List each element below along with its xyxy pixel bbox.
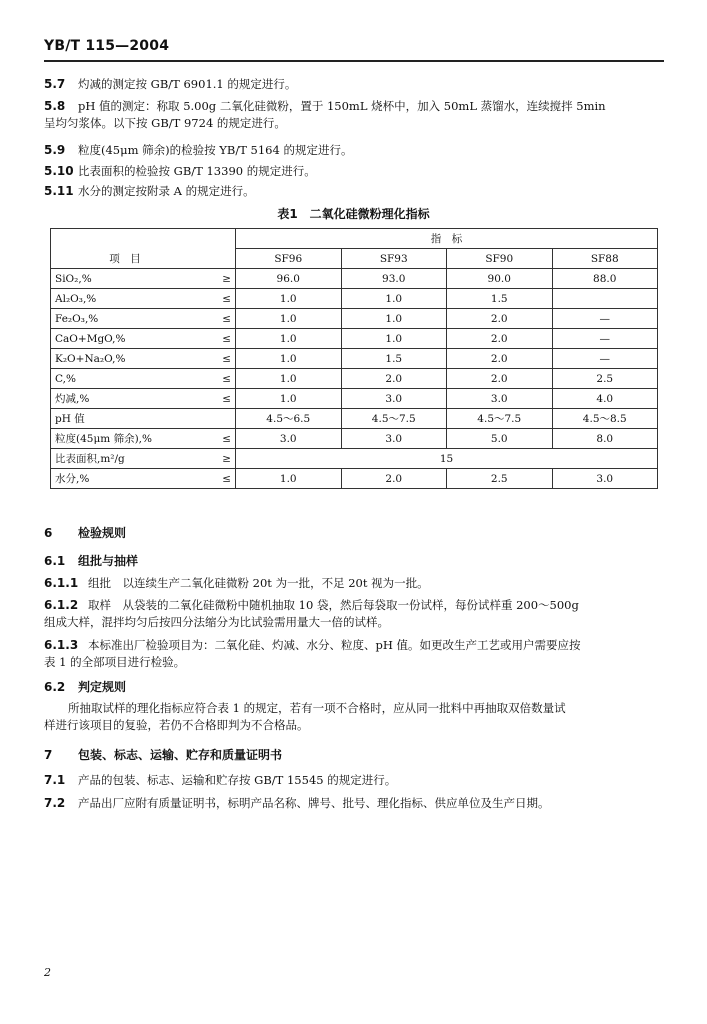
clause-text: 粒度(45μm 筛余)的检验按 YB/T 5164 的规定进行。: [78, 143, 353, 157]
spec-table: [50, 228, 658, 489]
table-cell: 1.5: [341, 349, 447, 369]
clause-5-9: [44, 142, 656, 159]
section-title: 检验规则: [78, 526, 127, 540]
row-item: C,%: [51, 369, 200, 389]
clause-number: 5.10: [44, 164, 74, 178]
table-row: [51, 369, 658, 389]
row-symbol: ≤: [199, 309, 236, 329]
table-cell: 2.5: [552, 369, 658, 389]
table-row: [51, 349, 658, 369]
header-blank: [199, 229, 236, 249]
row-symbol: [199, 409, 236, 429]
section-title: 组批与抽样: [78, 554, 139, 568]
table-cell: 1.0: [341, 329, 447, 349]
clause-text: 组批 以连续生产二氧化硅微粉 20t 为一批，不足 20t 视为一批。: [88, 576, 429, 590]
section-6-heading: [44, 524, 126, 541]
table-cell: 3.0: [341, 429, 447, 449]
grade-column-header: SF93: [341, 249, 447, 269]
table-cell: [552, 289, 658, 309]
page-number: 2: [44, 966, 51, 979]
table-cell: 1.0: [236, 369, 342, 389]
item-column-header: 项 目: [51, 249, 200, 269]
table-cell: 4.5～8.5: [552, 409, 658, 429]
row-item: SiO₂,%: [51, 269, 200, 289]
row-item: 比表面积,m²/g: [51, 449, 200, 469]
row-symbol: ≤: [199, 329, 236, 349]
table-cell: 88.0: [552, 269, 658, 289]
table-cell: 1.0: [341, 309, 447, 329]
clause-continuation: 组成大样，混拌均匀后按四分法缩分为比试验需用量大一倍的试样。: [44, 615, 389, 629]
clause-text: pH 值的测定：称取 5.00g 二氧化硅微粉，置于 150mL 烧杯中，加入 50mL 蒸馏水，连续搅拌 5min: [78, 99, 606, 113]
table-row: [51, 449, 658, 469]
clause-continuation: 样进行该项目的复验，若仍不合格即判为不合格品。: [44, 718, 309, 732]
table-cell: 4.5～7.5: [447, 409, 553, 429]
table-row: [51, 389, 658, 409]
table-cell: 2.0: [341, 469, 447, 489]
clause-continuation: 表 1 的全部项目进行检验。: [44, 655, 186, 669]
table-row: [51, 429, 658, 449]
row-symbol: ≤: [199, 349, 236, 369]
clause-number: 6.1.3: [44, 638, 79, 652]
merged-cell: 15: [236, 449, 658, 469]
table-cell: 2.5: [447, 469, 553, 489]
row-item: 灼减,%: [51, 389, 200, 409]
clause-6-1-3: [44, 637, 656, 671]
table-cell: 3.0: [341, 389, 447, 409]
row-symbol: ≤: [199, 469, 236, 489]
header-blank: [199, 249, 236, 269]
row-symbol: ≥: [199, 269, 236, 289]
table-cell: 1.5: [447, 289, 553, 309]
clause-number: 7.2: [44, 796, 66, 810]
row-item: CaO+MgO,%: [51, 329, 200, 349]
table-cell: —: [552, 329, 658, 349]
table-cell: 1.0: [236, 309, 342, 329]
table-row: [51, 409, 658, 429]
table-cell: 3.0: [552, 469, 658, 489]
table-cell: 4.5～7.5: [341, 409, 447, 429]
clause-number: 5.7: [44, 77, 66, 91]
table-cell: 3.0: [447, 389, 553, 409]
clause-text: 所抽取试样的理化指标应符合表 1 的规定，若有一项不合格时，应从同一批料中再抽取双倍数量试: [68, 701, 566, 715]
clause-number: 5.11: [44, 184, 74, 198]
row-item: 水分,%: [51, 469, 200, 489]
table-caption: 表1 二氧化硅微粉理化指标: [277, 207, 430, 221]
table-cell: 1.0: [236, 349, 342, 369]
table-cell: 5.0: [447, 429, 553, 449]
clause-5-11: [44, 183, 656, 200]
table-cell: 96.0: [236, 269, 342, 289]
clause-number: 6.1.2: [44, 598, 79, 612]
row-symbol: ≥: [199, 449, 236, 469]
section-number: 7: [44, 748, 53, 762]
clause-6-1-2: [44, 597, 656, 631]
clause-text: 产品的包装、标志、运输和贮存按 GB/T 15545 的规定进行。: [78, 773, 397, 787]
table-cell: 2.0: [447, 369, 553, 389]
table-row: [51, 309, 658, 329]
table-cell: 1.0: [236, 469, 342, 489]
row-item: Fe₂O₃,%: [51, 309, 200, 329]
row-item: K₂O+Na₂O,%: [51, 349, 200, 369]
table-cell: 8.0: [552, 429, 658, 449]
clause-continuation: 呈均匀浆体。以下按 GB/T 9724 的规定进行。: [44, 116, 286, 130]
clause-text: 水分的测定按附录 A 的规定进行。: [78, 184, 255, 198]
clause-text: 取样 从袋装的二氧化硅微粉中随机抽取 10 袋，然后每袋取一份试样，每份试样重 200～500g: [88, 598, 579, 612]
table-cell: 1.0: [236, 329, 342, 349]
table-cell: 2.0: [447, 349, 553, 369]
clause-5-10: [44, 163, 656, 180]
clause-7-2: [44, 795, 656, 812]
table-header-row: [51, 229, 658, 249]
section-number: 6: [44, 526, 53, 540]
section-7-heading: [44, 746, 282, 763]
document-id: YB/T 115—2004: [44, 38, 170, 54]
section-number: 6.1: [44, 554, 66, 568]
table-cell: —: [552, 349, 658, 369]
clause-number: 5.8: [44, 99, 66, 113]
clause-5-7: [44, 76, 656, 93]
table-row: [51, 269, 658, 289]
table-cell: 3.0: [236, 429, 342, 449]
row-item: Al₂O₃,%: [51, 289, 200, 309]
table-row: [51, 289, 658, 309]
table-cell: 2.0: [341, 369, 447, 389]
grade-column-header: SF88: [552, 249, 658, 269]
grade-column-header: SF90: [447, 249, 553, 269]
row-symbol: ≤: [199, 389, 236, 409]
table-row: [51, 469, 658, 489]
table-cell: —: [552, 309, 658, 329]
table-header-row: [51, 249, 658, 269]
table-cell: 93.0: [341, 269, 447, 289]
table-cell: 1.0: [236, 389, 342, 409]
clause-text: 产品出厂应附有质量证明书，标明产品名称、牌号、批号、理化指标、供应单位及生产日期。: [78, 796, 550, 810]
clause-6-1-1: [44, 575, 656, 592]
table-cell: 2.0: [447, 309, 553, 329]
table-cell: 2.0: [447, 329, 553, 349]
clause-6-2-text: [44, 700, 656, 734]
clause-number: 6.1.1: [44, 576, 79, 590]
clause-number: 5.9: [44, 143, 66, 157]
row-symbol: ≤: [199, 289, 236, 309]
row-symbol: ≤: [199, 369, 236, 389]
section-number: 6.2: [44, 680, 66, 694]
table-cell: 1.0: [236, 289, 342, 309]
table-cell: 4.5～6.5: [236, 409, 342, 429]
clause-7-1: [44, 772, 656, 789]
table-cell: 4.0: [552, 389, 658, 409]
clause-number: 7.1: [44, 773, 66, 787]
clause-text: 比表面积的检验按 GB/T 13390 的规定进行。: [78, 164, 316, 178]
clause-text: 本标准出厂检验项目为：二氧化硅、灼减、水分、粒度、pH 值。如更改生产工艺或用户需要应按: [88, 638, 581, 652]
clause-5-8: [44, 98, 656, 132]
section-title: 判定规则: [78, 680, 127, 694]
table-cell: 90.0: [447, 269, 553, 289]
header-blank: [51, 229, 200, 249]
header-rule: [44, 60, 664, 62]
row-item: 粒度(45μm 筛余),%: [51, 429, 200, 449]
clause-text: 灼减的测定按 GB/T 6901.1 的规定进行。: [78, 77, 297, 91]
section-title: 包装、标志、运输、贮存和质量证明书: [78, 748, 283, 762]
grade-column-header: SF96: [236, 249, 342, 269]
section-6-1-heading: [44, 552, 138, 569]
table-row: [51, 329, 658, 349]
table-cell: 1.0: [341, 289, 447, 309]
row-item: pH 值: [51, 409, 200, 429]
indicator-group-header: 指 标: [236, 229, 658, 249]
section-6-2-heading: [44, 678, 126, 695]
row-symbol: ≤: [199, 429, 236, 449]
